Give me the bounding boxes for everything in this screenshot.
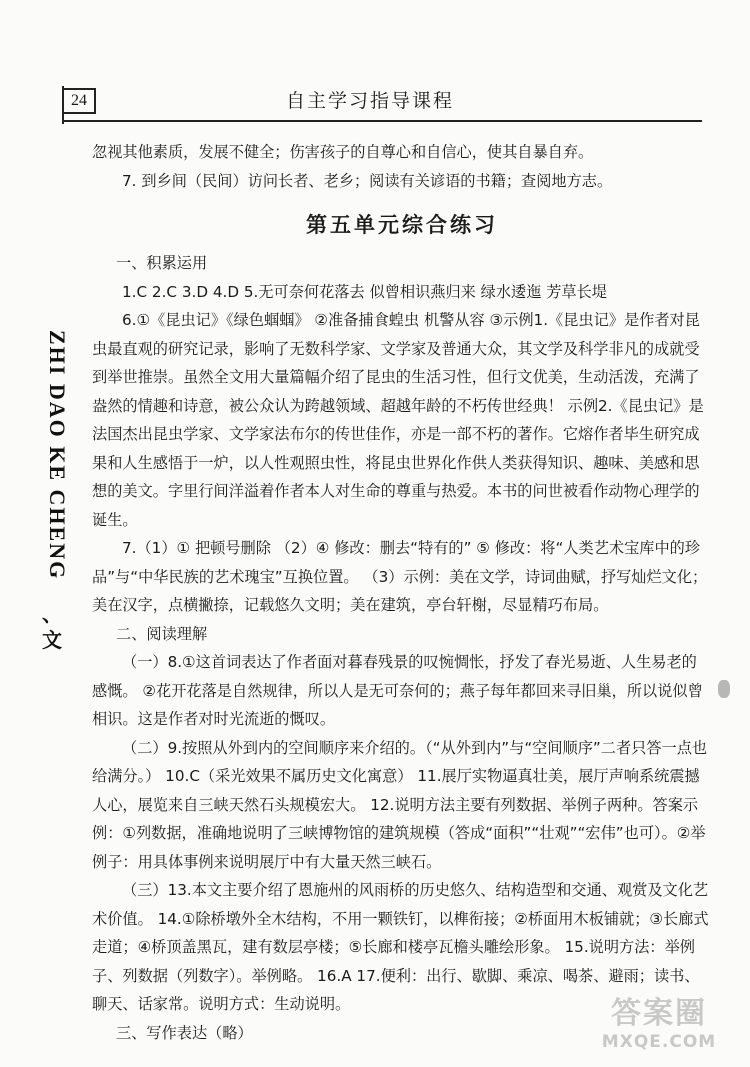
scan-smudge (718, 680, 730, 698)
document-body (92, 138, 712, 1047)
side-mark-comma: 、 (42, 602, 62, 626)
part2-paragraph-1: （一）8.①这首词表达了作者面对暮春残景的叹惋惆怅，抒发了春光易逝、人生易老的感慨。 ②花开花落是自然规律，所以人是无可奈何的；燕子每年都回来寻旧巢，所以说似曾相识。这是作者对时光流逝的慨叹。 (92, 653, 703, 728)
part1-heading: 一、积累运用 (116, 254, 208, 272)
watermark-top-text: 答案圈 (611, 996, 707, 1031)
part2-paragraph-3: （三）13.本文主要介绍了恩施州的风雨桥的历史悠久、结构造型和交通、观赏及文化艺术价值。 14.①除桥墩外全木结构，不用一颗铁钉，以榫衔接；②桥面用木板铺就；③长廊式走道；④桥顶盖黑瓦，建有数层亭楼；⑤长廊和楼亭瓦檐头雕绘形象。 15.说明方法：举例子、列数据（列数字）。举例略。 16.A 17.便利：出行、歇脚、乘凉、喝茶、避雨；读书、聊天、话家常。说明方式：生动说明。 (92, 881, 709, 1013)
part1-paragraph-3: 7.（1）① 把顿号删除 （2）④ 修改：删去“特有的” ⑤ 修改：将“人类艺术宝库中的珍品”与“中华民族的艺术瑰宝”互换位置。 （3）示例：美在文学，诗词曲赋，抒写灿烂文化；美在汉字，点横撇捺，记载悠久文明；美在建筑，亭台轩榭，尽显精巧布局。 (92, 539, 708, 614)
watermark-bottom-text: MXQE.COM (601, 1032, 717, 1052)
header-title: 自主学习指导课程 (285, 90, 454, 112)
side-vertical-text: ZHI DAO KE CHENG (45, 330, 70, 581)
part2-heading: 二、阅读理解 (116, 624, 208, 643)
side-mark-character: 文 (42, 628, 62, 652)
page-number: 24 (62, 88, 96, 114)
header-rule (62, 120, 702, 122)
part2-paragraph-2: （二）9.按照从外到内的空间顺序来介绍的。（“从外到内”与“空间顺序”二者只答一点也给满分。） 10.C（采光效果不属历史文化寓意） 11.展厅实物逼真壮美，展厅声响系统震撼人心，展览来自三峡天然石头规模宏大。 12.说明方法主要有列数据、举例子两种。答案示例：①列数据，准确地说明了三峡博物馆的建筑规模（答成“面积”“壮观”“宏伟”也可）。②举例子：用具体事例来说明展厅中有大量天然三峡石。 (92, 738, 708, 871)
site-watermark (584, 997, 734, 1059)
section-title: 第五单元综合练习 (306, 212, 498, 237)
part1-paragraph-2: 6.①《昆虫记》《绿色蝈蝈》 ②准备捕食蝗虫 机警从容 ③示例1.《昆虫记》是作者对昆虫最直观的研究记录，影响了无数科学家、文学家及普通大众，其文学及科学非凡的成就受到举世推崇。虽然全文用大量篇幅介绍了昆虫的生活习性，但行文优美，生动活泼，充满了盎然的情趣和诗意，被公众认为跨越领域、超越年龄的不朽传世经典！ 示例2.《昆虫记》是法国杰出昆虫学家、文学家法布尔的传世佳作，亦是一部不朽的著作。它熔作者毕生研究成果和人生感悟于一炉，以人性观照虫性，将昆虫世界化作供人类获得知识、趣味、美感和思想的美文。字里行间洋溢着作者本人对生命的尊重与热爱。本书的问世被看作动物心理学的诞生。 (92, 311, 704, 529)
part3-heading: 三、写作表达（略） (116, 1023, 253, 1042)
part1-paragraph-1: 1.C 2.C 3.D 4.D 5.无可奈何花落去 似曾相识燕归来 绿水逶迤 芳草长堤 (122, 282, 607, 301)
body-line-1: 忽视其他素质，发展不健全；伤害孩子的自尊心和自信心，使其自暴自弃。 (92, 143, 594, 161)
body-line-2: 7. 到乡间（民间）访问长者、老乡；阅读有关谚语的书籍；查阅地方志。 (122, 171, 613, 190)
